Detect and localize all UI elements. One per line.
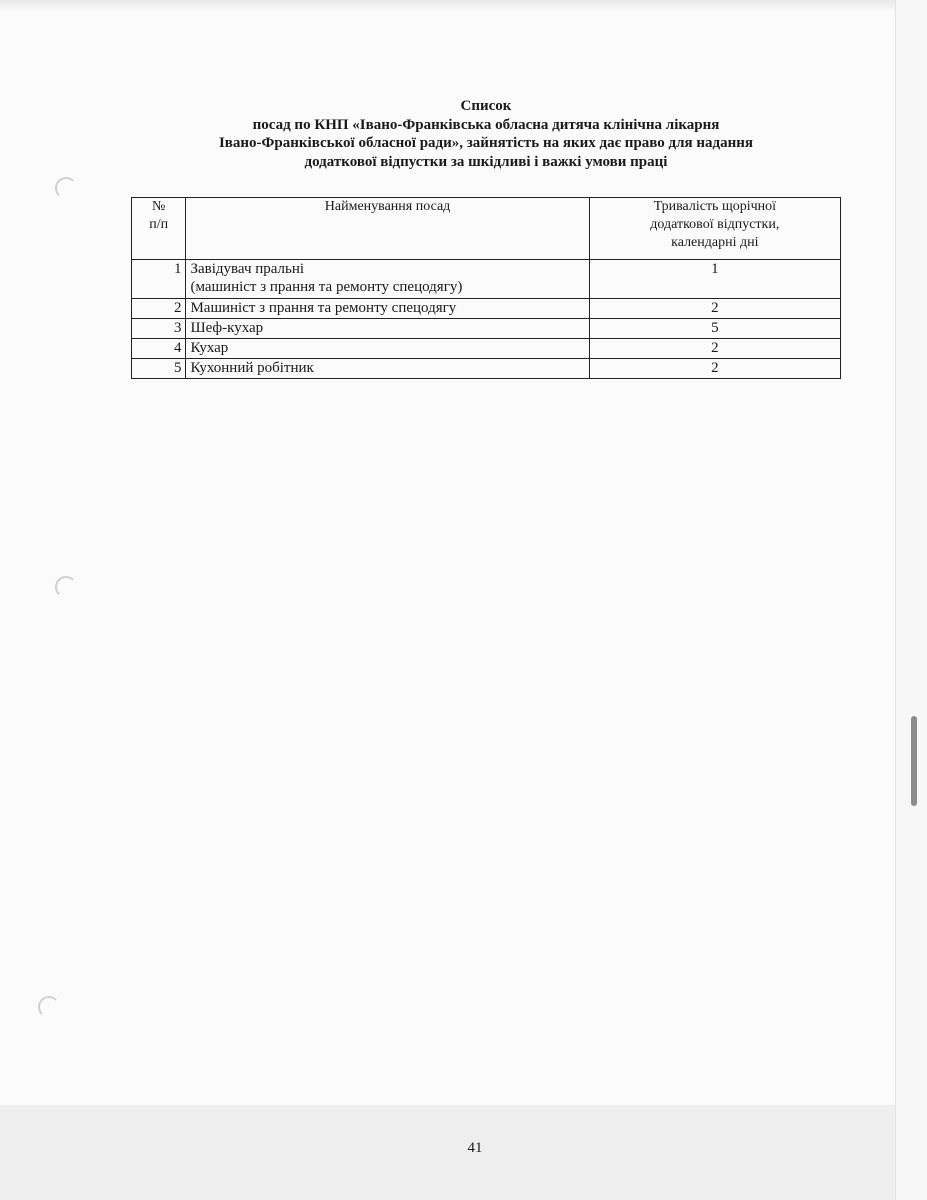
scrollbar[interactable] — [911, 716, 917, 806]
row-days: 1 — [589, 260, 840, 299]
table-row — [132, 359, 841, 379]
positions-table — [131, 197, 841, 379]
table-row — [132, 260, 841, 299]
row-position-name: Завідувач пральні (машиніст з прання та ремонту спецодягу) — [186, 260, 589, 299]
row-number: 3 — [132, 319, 186, 339]
page-number: 41 — [467, 1140, 483, 1156]
row-days: 2 — [589, 359, 840, 379]
punch-hole-icon — [38, 996, 60, 1018]
page-bottom-shade — [0, 1105, 895, 1200]
table-row — [132, 319, 841, 339]
header-leave-duration: Тривалість щорічної додаткової відпустки, календарні дні — [589, 198, 840, 260]
row-position-name: Кухар — [186, 339, 589, 359]
title-line: посад по КНП «Івано-Франківська обласна дитяча клінічна лікарня — [252, 116, 720, 133]
row-number: 2 — [132, 299, 186, 319]
header-position-name: Найменування посад — [186, 198, 589, 260]
page-top-edge — [0, 0, 895, 10]
title-line: Івано-Франківської обласної ради», зайнятість на яких дає право для надання — [218, 135, 754, 151]
row-days: 2 — [589, 299, 840, 319]
punch-hole-icon — [55, 177, 77, 199]
row-position-name: Машиніст з прання та ремонту спецодягу — [186, 299, 589, 319]
row-days: 2 — [589, 339, 840, 359]
table-row — [132, 339, 841, 359]
row-number: 4 — [132, 339, 186, 359]
row-position-name: Кухонний робітник — [186, 359, 589, 379]
title-line: Список — [460, 98, 512, 114]
table-row — [132, 299, 841, 319]
punch-hole-icon — [55, 576, 77, 598]
row-number: 5 — [132, 359, 186, 379]
table-header-row — [132, 198, 841, 260]
header-number: № п/п — [132, 198, 186, 260]
row-days: 5 — [589, 319, 840, 339]
row-number: 1 — [132, 260, 186, 299]
row-position-name: Шеф-кухар — [186, 319, 589, 339]
document-title — [130, 97, 842, 171]
title-line: додаткової відпустки за шкідливі і важкі умови праці — [304, 153, 668, 170]
viewer-right-margin — [895, 0, 927, 1200]
